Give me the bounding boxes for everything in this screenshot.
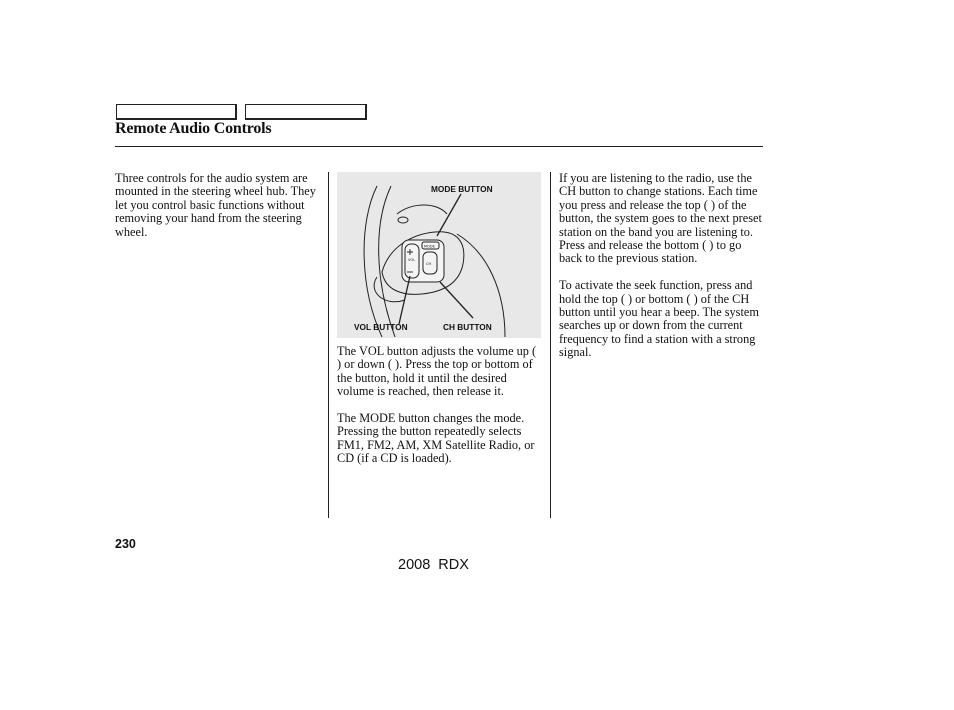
ch-leader-line — [440, 282, 473, 318]
mode-leader-line — [437, 194, 461, 236]
right-paragraph-1: If you are listening to the radio, use the CH button to change stations. Each time you press and release the top ( ) of the button, the system goes to the next preset station on the band you are listening to. Press and release the bottom ( ) to go back to the previous station. — [559, 171, 762, 266]
ch-button-callout: CH BUTTON — [443, 322, 492, 332]
vol-leader-line — [399, 276, 410, 324]
header-tab-left — [116, 104, 237, 120]
page-number: 230 — [115, 537, 136, 551]
middle-paragraph-2: The MODE button changes the mode. Pressing the button repeatedly selects FM1, FM2, AM, XM Satellite Radio, or CD (if a CD is loaded). — [337, 411, 535, 466]
right-paragraph-2: To activate the seek function, press and hold the top ( ) or bottom ( ) of the CH button until you hear a beep. The system searches up or down from the current frequency to find a station with a strong signal. — [559, 278, 759, 360]
column-divider-left — [328, 172, 329, 518]
switch-vol-text: VOL — [408, 258, 416, 262]
steering-wheel-drawing — [337, 172, 541, 338]
column-left — [115, 172, 320, 252]
middle-paragraph-1: The VOL button adjusts the volume up ( ) or down ( ). Press the top or bottom of the button, hold it until the desired volume is reached, then release it. — [337, 344, 537, 399]
steering-wheel-illustration — [337, 172, 541, 338]
column-middle — [337, 345, 542, 479]
column-right — [559, 172, 764, 373]
mode-button-callout: MODE BUTTON — [431, 184, 493, 194]
horn-icon — [398, 217, 408, 223]
horn-pad-edge — [397, 205, 447, 214]
header-tab-right — [245, 104, 367, 120]
left-paragraph-1: Three controls for the audio system are mounted in the steering wheel hub. They let you control basic functions without removing your hand from the steering wheel. — [115, 171, 316, 239]
title-divider — [115, 146, 763, 147]
column-divider-right — [550, 172, 551, 518]
footer-model: 2008 RDX — [398, 557, 469, 573]
vol-button-callout: VOL BUTTON — [354, 322, 408, 332]
wheel-rim-inner — [379, 186, 395, 337]
switch-mode-text: MODE — [424, 244, 435, 249]
spoke-lower — [374, 277, 405, 302]
switch-ch-text: CH — [426, 262, 432, 266]
page-title: Remote Audio Controls — [115, 120, 272, 137]
